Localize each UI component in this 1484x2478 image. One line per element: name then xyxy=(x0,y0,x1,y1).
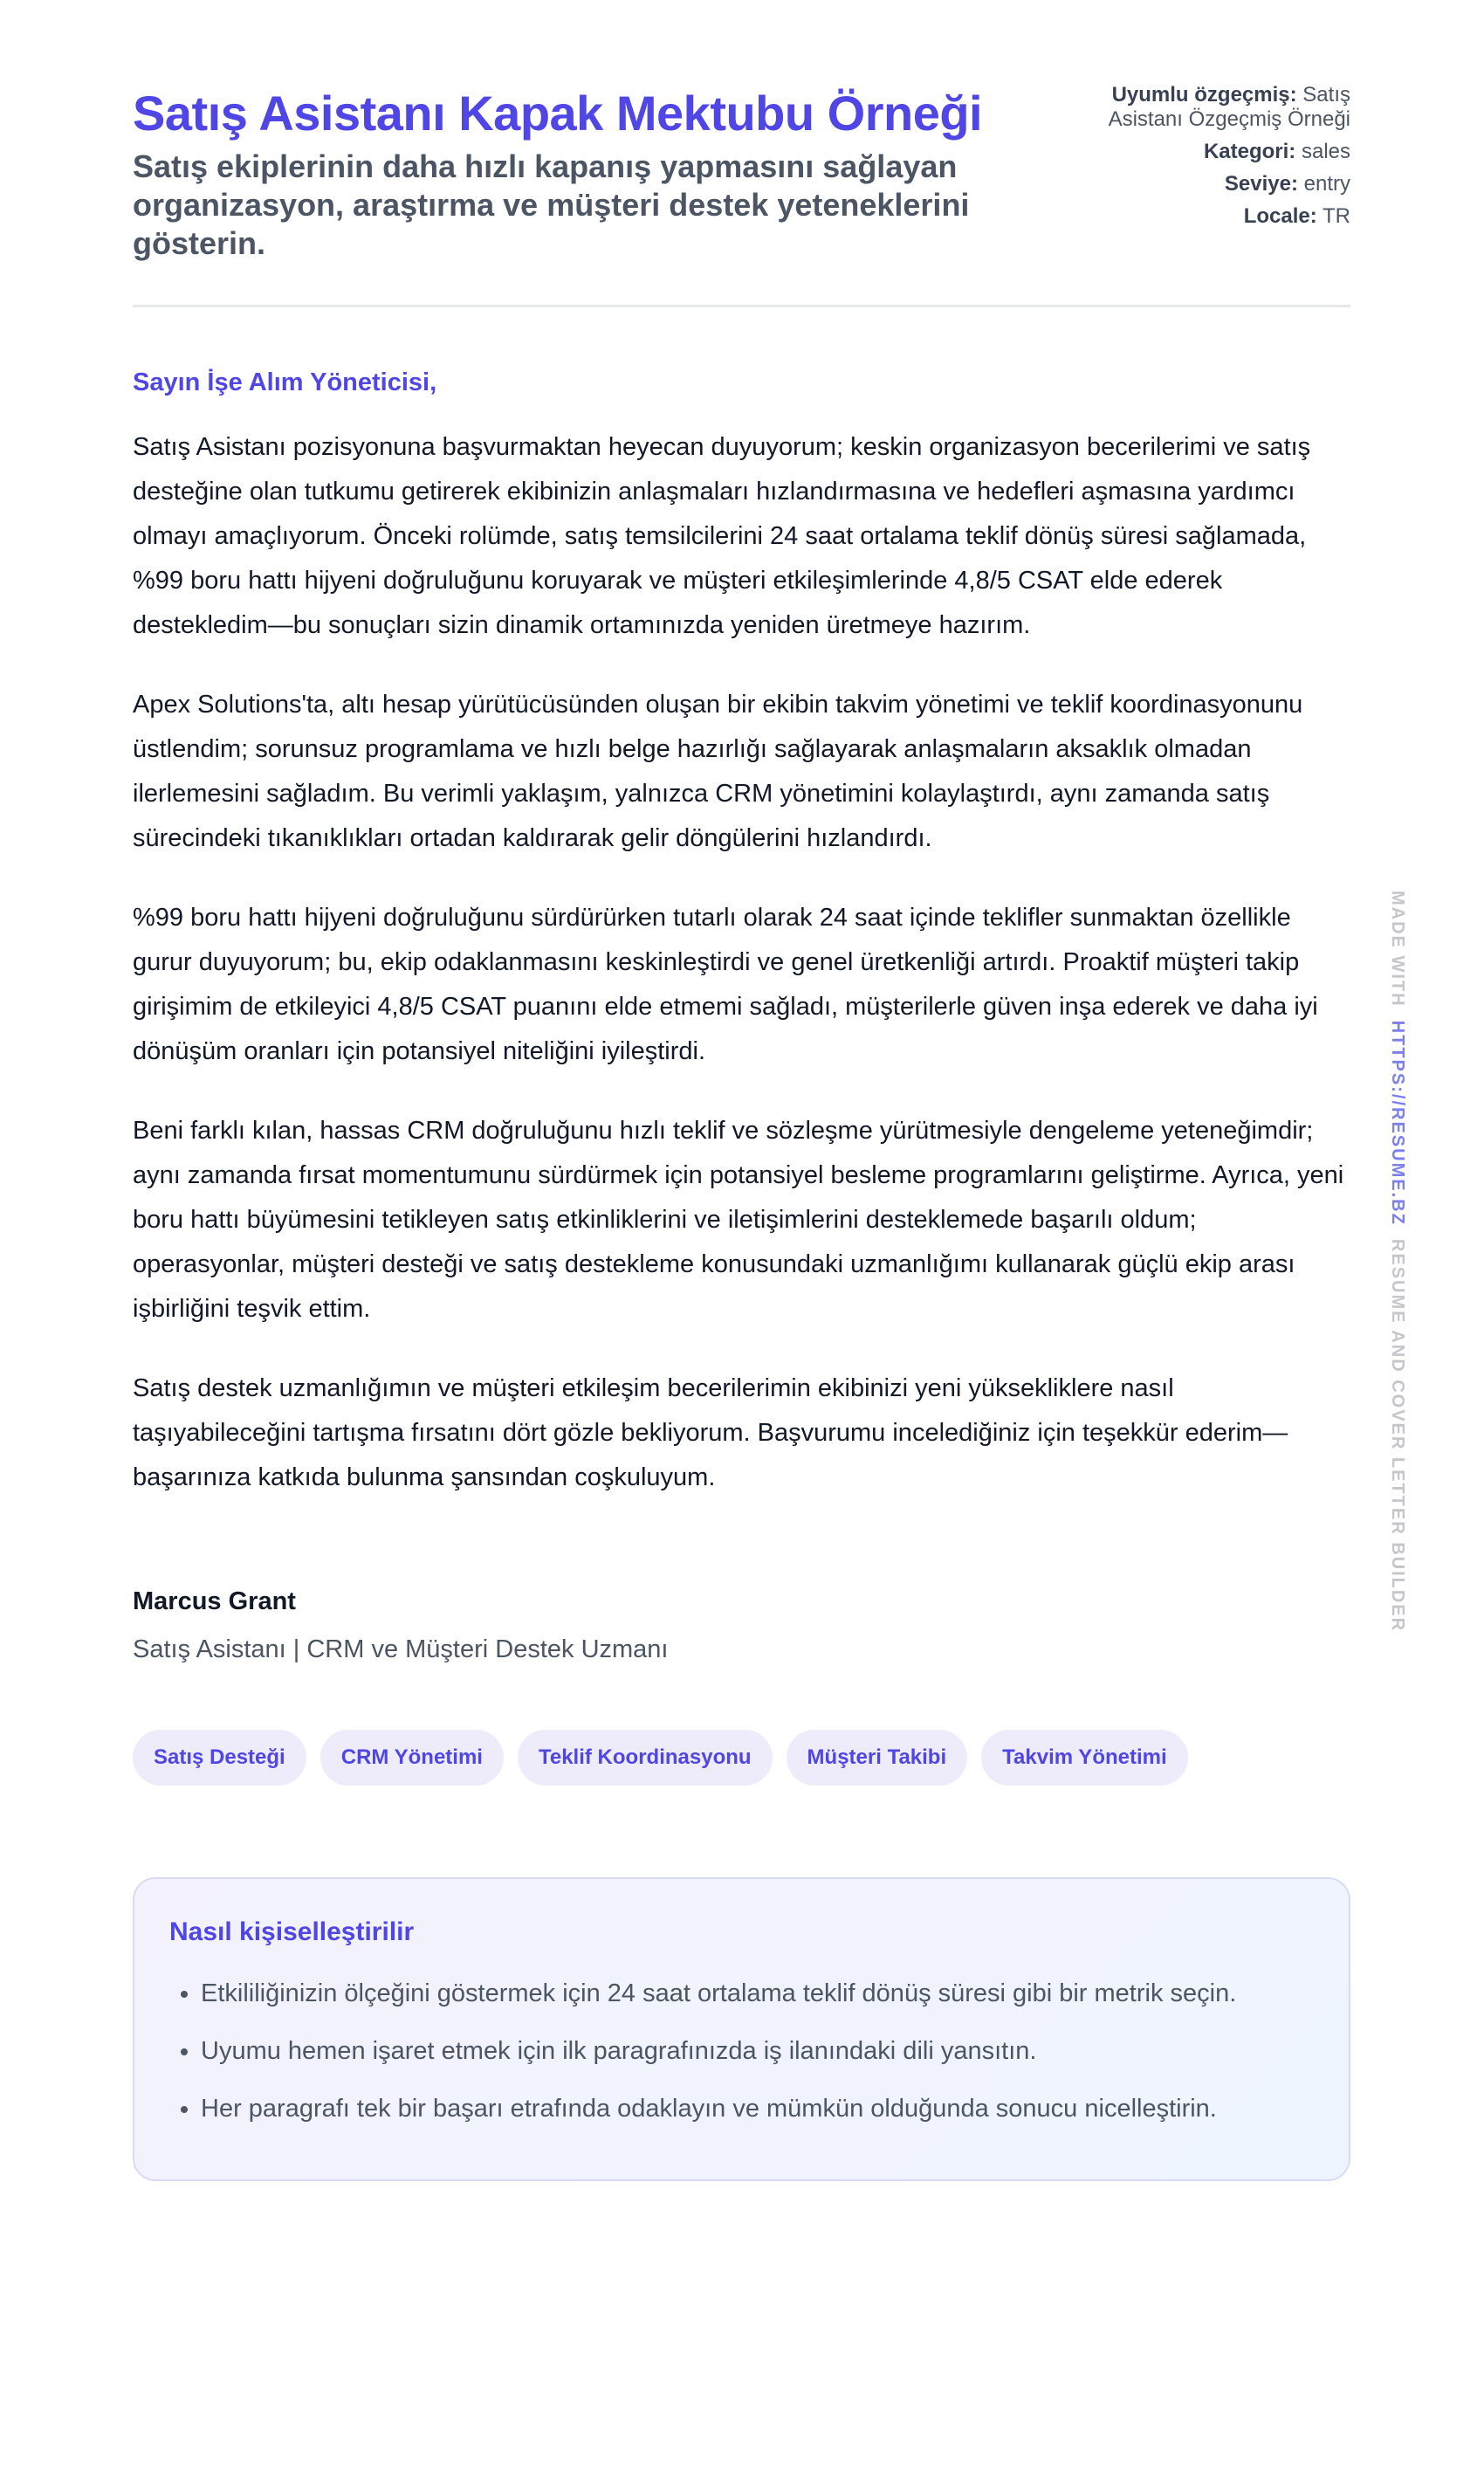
meta-resume: Uyumlu özgeçmiş: Satış Asistanı Özgeçmiş Örneği xyxy=(1108,83,1350,131)
watermark: MADE WITH HTTPS://RESUME.BZ RESUME AND COVER LETTER BUILDER xyxy=(1388,891,1407,1633)
meta-locale: Locale: TR xyxy=(1243,204,1350,228)
paragraph: Beni farklı kılan, hassas CRM doğruluğunu hızlı teklif ve sözleşme yürütmesiyle dengeleme yeteneğimdir; aynı zamanda fırsat momentumunu sürdürmek için potansiyel besleme programlarını geliştirme. Ayrıca, yeni boru hattı büyümesini tetikleyen satış etkinliklerini ve iletişimlerini desteklemede başarılı oldum; operasyonlar, müşteri desteği ve satış destekleme konusundaki uzmanlığımı kullanarak güçlü ekip arası işbirliğini teşvik ettim. xyxy=(133,1117,1344,1323)
meta-level: Seviye: entry xyxy=(1224,172,1350,196)
skill-tag: Takvim Yönetimi xyxy=(981,1730,1188,1786)
tips-list xyxy=(169,1972,1314,2131)
tip-item: • Etkililiğinizin ölçeğini göstermek için 24 saat ortalama teklif dönüş süresi gibi bir metrik seçin. xyxy=(201,1972,1314,2016)
letter-body xyxy=(133,425,1350,1500)
header xyxy=(133,0,1350,307)
meta-resume-link[interactable]: Satış Asistanı Özgeçmiş Örneği xyxy=(1108,83,1350,131)
paragraph: Satış Asistanı pozisyonuna başvurmaktan heyecan duyuyorum; keskin organizasyon becerilerimi ve satış desteğine olan tutkumu getirerek ekibinizin anlaşmaları hızlandırmasına ve hedefleri aşmasına yardımcı olmayı amaçlıyorum. Önceki rolümde, satış temsilcilerini 24 saat ortalama teklif dönüş süresi sağlamada, %99 boru hattı hijyeni doğruluğunu koruyarak ve müşteri etkileşimlerinde 4,8/5 CSAT elde ederek destekledim—bu sonuçları sizin dinamik ortamınızda yeniden üretmeye hazırım. xyxy=(133,433,1311,639)
greeting: Sayın İşe Alım Yöneticisi, xyxy=(133,368,437,396)
skill-tag: Teklif Koordinasyonu xyxy=(518,1730,773,1786)
page-subtitle: Satış ekiplerinin daha hızlı kapanış yapmasını sağlayan organizasyon, araştırma ve müşteri destek yeteneklerini gösterin. xyxy=(133,148,970,261)
meta-category: Kategori: sales xyxy=(1203,140,1350,163)
tip-item: • Uyumu hemen işaret etmek için ilk paragrafınızda iş ilanındaki dili yansıtın. xyxy=(201,2029,1314,2074)
skill-tag: Müşteri Takibi xyxy=(787,1730,968,1786)
paragraph: Apex Solutions'ta, altı hesap yürütücüsünden oluşan bir ekibin takvim yönetimi ve teklif koordinasyonunu üstlendim; sorunsuz programlama ve hızlı belge hazırlığı sağlayarak anlaşmaların aksaklık olmadan ilerlemesini sağladım. Bu verimli yaklaşım, yalnızca CRM yönetimini kolaylaştırdı, aynı zamanda satış sürecindeki tıkanıklıkları ortadan kaldırarak gelir döngülerini hızlandırdı. xyxy=(133,691,1303,852)
skill-tags xyxy=(133,1730,1350,1786)
tips-title: Nasıl kişiselleştirilir xyxy=(169,1917,415,1946)
skill-tag: Satış Desteği xyxy=(133,1730,306,1786)
page-title: Satış Asistanı Kapak Mektubu Örneği xyxy=(133,86,983,141)
paragraph: Satış destek uzmanlığımın ve müşteri etkileşim becerilerimin ekibinizi yeni yüksekliklere nasıl taşıyabileceğini tartışma fırsatını dört gözle bekliyorum. Başvurumu incelediğiniz için teşekkür ederim—başarınıza katkıda bulunma şansından coşkuluyum. xyxy=(133,1374,1288,1491)
tips-box xyxy=(133,1877,1350,2181)
signature-role: Satış Asistanı | CRM ve Müşteri Destek Uzmanı xyxy=(133,1635,669,1663)
paragraph: %99 boru hattı hijyeni doğruluğunu sürdürürken tutarlı olarak 24 saat içinde teklifler sunmaktan özellikle gurur duyuyorum; bu, ekip odaklanmasını keskinleştirdi ve genel üretkenliği artırdı. Proaktif müşteri takip girişimim de etkileyici 4,8/5 CSAT puanını elde etmemi sağladı, müşterilerle güven inşa ederek ve daha iyi dönüşüm oranları için potansiyel niteliğini iyileştirdi. xyxy=(133,904,1318,1065)
skill-tag: CRM Yönetimi xyxy=(320,1730,504,1786)
meta-info xyxy=(1071,83,1350,263)
signature-name: Marcus Grant xyxy=(133,1587,296,1615)
watermark-link[interactable]: HTTPS://RESUME.BZ xyxy=(1388,1020,1407,1226)
cover-letter-page xyxy=(133,0,1350,2181)
tip-item: • Her paragrafı tek bir başarı etrafında odaklayın ve mümkün olduğunda sonucu nicelleştirin. xyxy=(201,2087,1314,2131)
